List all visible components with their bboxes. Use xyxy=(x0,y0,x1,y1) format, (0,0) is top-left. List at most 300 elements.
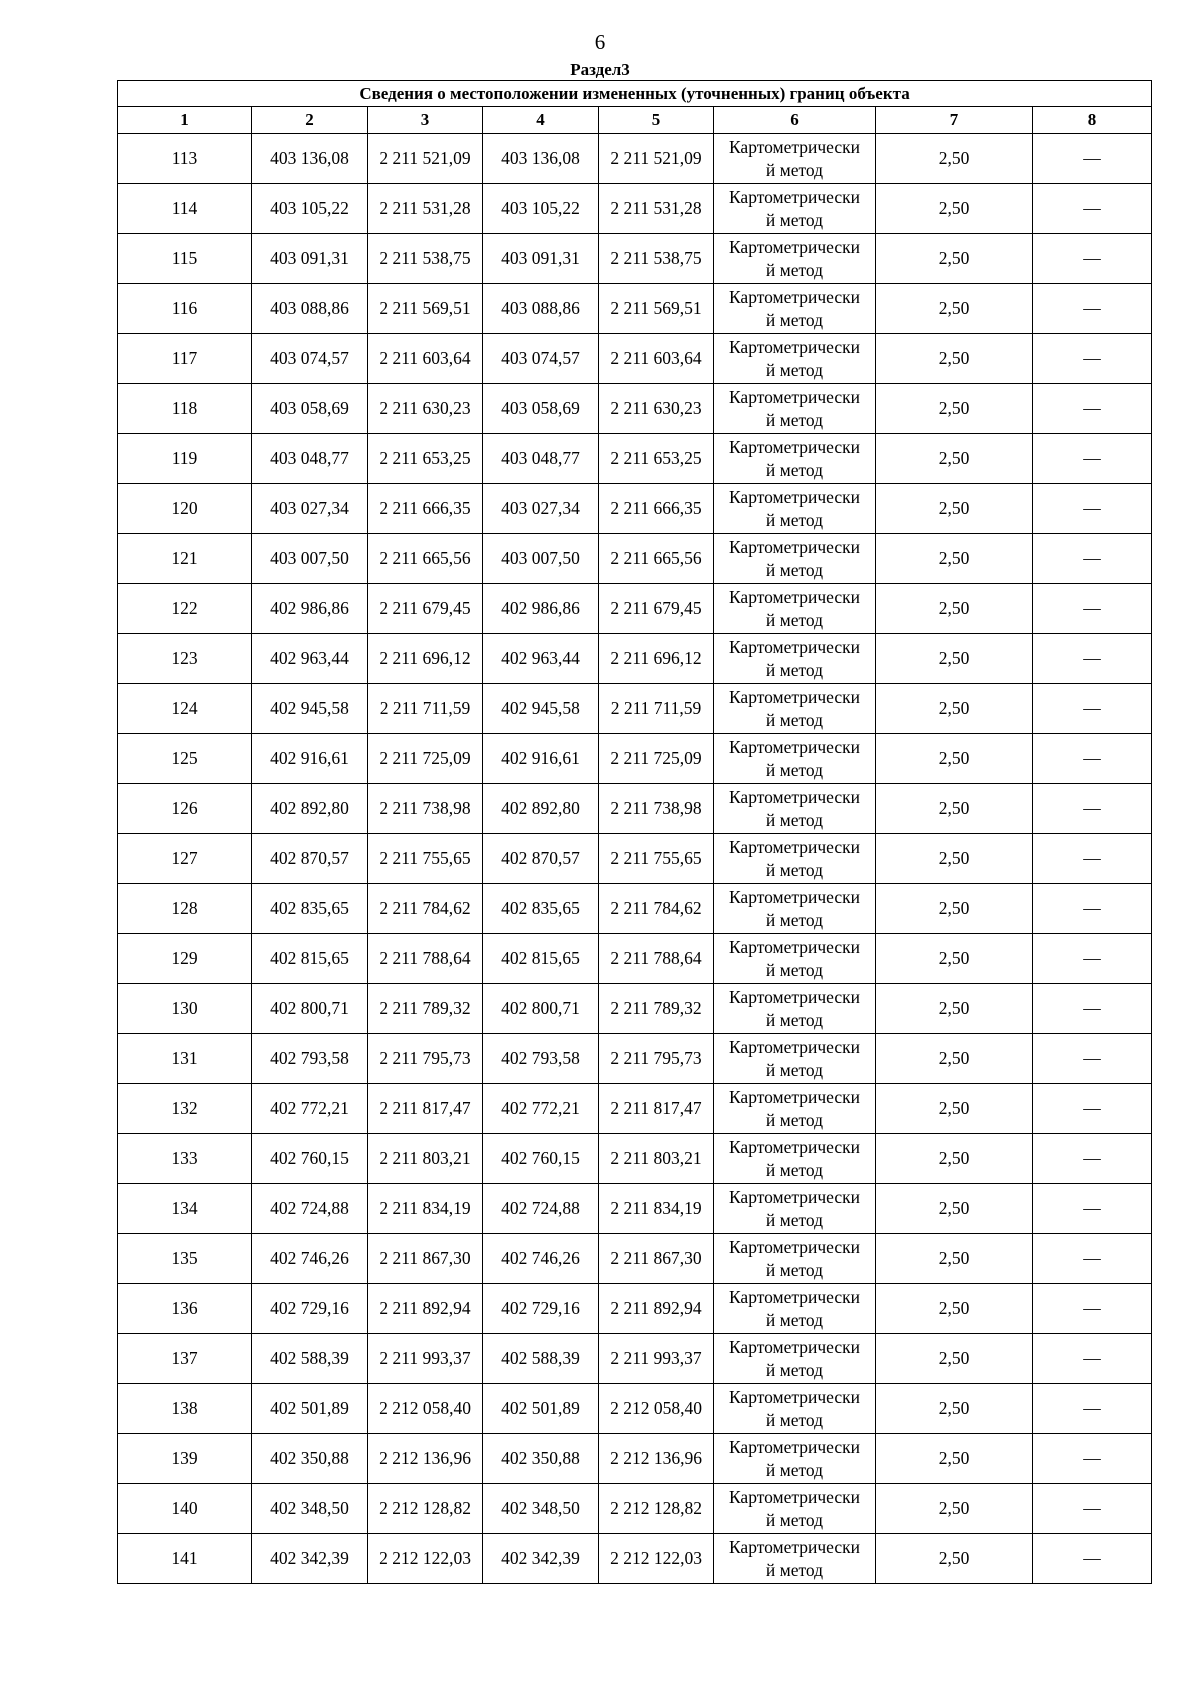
method-text-line: й метод xyxy=(765,1459,824,1480)
method-text-line: Картометрически xyxy=(728,1086,861,1107)
empty-mark: — xyxy=(1083,848,1101,868)
coordinate-x-cell: 403 088,86 xyxy=(483,284,599,334)
coordinate-y-cell: 2 212 122,03 xyxy=(368,1534,483,1584)
precision-cell: 2,50 xyxy=(876,684,1033,734)
column-header: 8 xyxy=(1033,107,1152,134)
coordinate-y-cell: 2 211 738,98 xyxy=(599,784,714,834)
coordinate-y-cell: 2 211 993,37 xyxy=(368,1334,483,1384)
method-text-line: Картометрически xyxy=(728,736,861,757)
method-cell xyxy=(714,834,876,884)
precision-cell: 2,50 xyxy=(876,1434,1033,1484)
description-cell xyxy=(1033,234,1152,284)
coordinate-y-cell: 2 211 521,09 xyxy=(368,134,483,184)
coordinate-y-cell: 2 211 803,21 xyxy=(599,1134,714,1184)
precision-cell: 2,50 xyxy=(876,434,1033,484)
coordinate-y-cell: 2 211 531,28 xyxy=(368,184,483,234)
coordinate-x-cell: 403 105,22 xyxy=(483,184,599,234)
point-number-cell: 133 xyxy=(118,1134,252,1184)
method-cell xyxy=(714,1034,876,1084)
empty-mark: — xyxy=(1083,748,1101,768)
description-cell xyxy=(1033,1034,1152,1084)
table-row xyxy=(118,934,1152,984)
coordinate-x-cell: 402 986,86 xyxy=(252,584,368,634)
table-row xyxy=(118,184,1152,234)
method-cell xyxy=(714,1434,876,1484)
point-number-cell: 137 xyxy=(118,1334,252,1384)
method-text-line: й метод xyxy=(765,459,824,480)
coordinate-y-cell: 2 211 538,75 xyxy=(599,234,714,284)
table-row xyxy=(118,584,1152,634)
method-text-line: й метод xyxy=(765,959,824,980)
point-number-cell: 136 xyxy=(118,1284,252,1334)
method-text-line: й метод xyxy=(765,1559,824,1580)
table-row xyxy=(118,484,1152,534)
method-text-line: й метод xyxy=(765,709,824,730)
coordinate-x-cell: 402 772,21 xyxy=(252,1084,368,1134)
precision-cell: 2,50 xyxy=(876,1484,1033,1534)
point-number-cell: 132 xyxy=(118,1084,252,1134)
empty-mark: — xyxy=(1083,348,1101,368)
description-cell xyxy=(1033,734,1152,784)
method-cell xyxy=(714,584,876,634)
description-cell xyxy=(1033,784,1152,834)
coordinate-y-cell: 2 211 665,56 xyxy=(599,534,714,584)
coordinate-x-cell: 402 815,65 xyxy=(483,934,599,984)
coordinate-x-cell: 402 963,44 xyxy=(252,634,368,684)
description-cell xyxy=(1033,484,1152,534)
table-row xyxy=(118,384,1152,434)
coordinate-x-cell: 402 588,39 xyxy=(483,1334,599,1384)
empty-mark: — xyxy=(1083,448,1101,468)
method-text-line: й метод xyxy=(765,559,824,580)
method-text-line: Картометрически xyxy=(728,1336,861,1357)
coordinate-x-cell: 402 800,71 xyxy=(483,984,599,1034)
coordinate-y-cell: 2 211 789,32 xyxy=(368,984,483,1034)
coordinate-x-cell: 402 729,16 xyxy=(483,1284,599,1334)
point-number-cell: 141 xyxy=(118,1534,252,1584)
coordinate-x-cell: 403 136,08 xyxy=(252,134,368,184)
coordinate-y-cell: 2 211 538,75 xyxy=(368,234,483,284)
description-cell xyxy=(1033,1534,1152,1584)
table-row xyxy=(118,1034,1152,1084)
precision-cell: 2,50 xyxy=(876,1334,1033,1384)
empty-mark: — xyxy=(1083,948,1101,968)
method-text-line: й метод xyxy=(765,859,824,880)
method-cell xyxy=(714,634,876,684)
point-number-cell: 122 xyxy=(118,584,252,634)
precision-cell: 2,50 xyxy=(876,484,1033,534)
point-number-cell: 130 xyxy=(118,984,252,1034)
method-text-line: Картометрически xyxy=(728,1236,861,1257)
coordinate-x-cell: 403 007,50 xyxy=(252,534,368,584)
coordinate-x-cell: 402 870,57 xyxy=(483,834,599,884)
method-cell xyxy=(714,1534,876,1584)
method-text-line: й метод xyxy=(765,1109,824,1130)
empty-mark: — xyxy=(1083,1448,1101,1468)
coordinate-y-cell: 2 212 128,82 xyxy=(368,1484,483,1534)
description-cell xyxy=(1033,1434,1152,1484)
coordinate-x-cell: 402 793,58 xyxy=(483,1034,599,1084)
coordinate-y-cell: 2 211 867,30 xyxy=(599,1234,714,1284)
method-cell xyxy=(714,734,876,784)
precision-cell: 2,50 xyxy=(876,1084,1033,1134)
empty-mark: — xyxy=(1083,698,1101,718)
precision-cell: 2,50 xyxy=(876,334,1033,384)
method-text-line: й метод xyxy=(765,1009,824,1030)
coordinate-x-cell: 402 588,39 xyxy=(252,1334,368,1384)
point-number-cell: 140 xyxy=(118,1484,252,1534)
precision-cell: 2,50 xyxy=(876,184,1033,234)
description-cell xyxy=(1033,834,1152,884)
point-number-cell: 114 xyxy=(118,184,252,234)
coordinate-x-cell: 403 105,22 xyxy=(252,184,368,234)
coordinate-y-cell: 2 211 725,09 xyxy=(599,734,714,784)
coordinate-x-cell: 402 815,65 xyxy=(252,934,368,984)
coordinate-x-cell: 402 945,58 xyxy=(252,684,368,734)
method-cell xyxy=(714,684,876,734)
description-cell xyxy=(1033,584,1152,634)
method-cell xyxy=(714,1484,876,1534)
coordinate-x-cell: 402 342,39 xyxy=(252,1534,368,1584)
method-text-line: Картометрически xyxy=(728,436,861,457)
method-text-line: Картометрически xyxy=(728,586,861,607)
coordinate-x-cell: 402 760,15 xyxy=(252,1134,368,1184)
method-text-line: й метод xyxy=(765,159,824,180)
coordinate-y-cell: 2 211 788,64 xyxy=(368,934,483,984)
precision-cell: 2,50 xyxy=(876,984,1033,1034)
table-row xyxy=(118,984,1152,1034)
description-cell xyxy=(1033,1334,1152,1384)
column-header: 1 xyxy=(118,107,252,134)
precision-cell: 2,50 xyxy=(876,784,1033,834)
table-row xyxy=(118,234,1152,284)
coordinate-y-cell: 2 211 679,45 xyxy=(368,584,483,634)
coordinate-x-cell: 402 963,44 xyxy=(483,634,599,684)
coordinate-y-cell: 2 211 653,25 xyxy=(368,434,483,484)
coordinate-x-cell: 403 088,86 xyxy=(252,284,368,334)
method-text-line: Картометрически xyxy=(728,1486,861,1507)
coordinate-y-cell: 2 211 784,62 xyxy=(368,884,483,934)
coordinate-x-cell: 403 027,34 xyxy=(483,484,599,534)
method-cell xyxy=(714,1234,876,1284)
table-row xyxy=(118,1434,1152,1484)
empty-mark: — xyxy=(1083,1198,1101,1218)
description-cell xyxy=(1033,684,1152,734)
description-cell xyxy=(1033,984,1152,1034)
coordinate-x-cell: 402 835,65 xyxy=(483,884,599,934)
method-cell xyxy=(714,284,876,334)
table-row xyxy=(118,834,1152,884)
section-title: Раздел3 xyxy=(570,60,630,79)
table-row xyxy=(118,684,1152,734)
table-row xyxy=(118,1184,1152,1234)
coordinate-x-cell: 403 058,69 xyxy=(252,384,368,434)
description-cell xyxy=(1033,884,1152,934)
method-cell xyxy=(714,984,876,1034)
precision-cell: 2,50 xyxy=(876,284,1033,334)
table-row xyxy=(118,1534,1152,1584)
empty-mark: — xyxy=(1083,898,1101,918)
table-row xyxy=(118,434,1152,484)
method-text-line: Картометрически xyxy=(728,636,861,657)
coordinate-x-cell: 402 348,50 xyxy=(252,1484,368,1534)
precision-cell: 2,50 xyxy=(876,584,1033,634)
precision-cell: 2,50 xyxy=(876,1034,1033,1084)
description-cell xyxy=(1033,334,1152,384)
empty-mark: — xyxy=(1083,1498,1101,1518)
coordinate-y-cell: 2 212 058,40 xyxy=(368,1384,483,1434)
table-body xyxy=(118,134,1152,1584)
coordinates-table xyxy=(117,80,1152,1584)
method-cell xyxy=(714,534,876,584)
table-row xyxy=(118,284,1152,334)
method-text-line: й метод xyxy=(765,1309,824,1330)
empty-mark: — xyxy=(1083,1248,1101,1268)
method-text-line: й метод xyxy=(765,209,824,230)
method-text-line: Картометрически xyxy=(728,1386,861,1407)
coordinate-y-cell: 2 211 755,65 xyxy=(599,834,714,884)
coordinate-y-cell: 2 211 630,23 xyxy=(599,384,714,434)
coordinate-y-cell: 2 211 788,64 xyxy=(599,934,714,984)
coordinate-x-cell: 403 048,77 xyxy=(483,434,599,484)
method-cell xyxy=(714,334,876,384)
coordinate-x-cell: 402 945,58 xyxy=(483,684,599,734)
coordinate-y-cell: 2 211 653,25 xyxy=(599,434,714,484)
method-text-line: й метод xyxy=(765,659,824,680)
coordinate-x-cell: 403 027,34 xyxy=(252,484,368,534)
column-header-row xyxy=(118,107,1152,134)
table-row xyxy=(118,134,1152,184)
coordinate-x-cell: 402 916,61 xyxy=(483,734,599,784)
empty-mark: — xyxy=(1083,998,1101,1018)
coordinate-x-cell: 403 007,50 xyxy=(483,534,599,584)
coordinate-y-cell: 2 212 136,96 xyxy=(368,1434,483,1484)
point-number-cell: 123 xyxy=(118,634,252,684)
coordinate-y-cell: 2 211 834,19 xyxy=(368,1184,483,1234)
coordinate-x-cell: 402 800,71 xyxy=(252,984,368,1034)
point-number-cell: 135 xyxy=(118,1234,252,1284)
coordinate-x-cell: 402 350,88 xyxy=(252,1434,368,1484)
column-header: 6 xyxy=(714,107,876,134)
method-text-line: й метод xyxy=(765,359,824,380)
column-header: 4 xyxy=(483,107,599,134)
method-text-line: Картометрически xyxy=(728,1186,861,1207)
empty-mark: — xyxy=(1083,598,1101,618)
method-text-line: й метод xyxy=(765,309,824,330)
coordinate-y-cell: 2 211 696,12 xyxy=(599,634,714,684)
method-text-line: й метод xyxy=(765,259,824,280)
coordinate-y-cell: 2 211 993,37 xyxy=(599,1334,714,1384)
method-cell xyxy=(714,884,876,934)
method-cell xyxy=(714,1334,876,1384)
method-text-line: й метод xyxy=(765,1159,824,1180)
coordinate-y-cell: 2 212 122,03 xyxy=(599,1534,714,1584)
coordinate-y-cell: 2 212 136,96 xyxy=(599,1434,714,1484)
description-cell xyxy=(1033,1134,1152,1184)
coordinate-y-cell: 2 211 711,59 xyxy=(599,684,714,734)
coordinate-y-cell: 2 211 795,73 xyxy=(599,1034,714,1084)
precision-cell: 2,50 xyxy=(876,734,1033,784)
coordinate-x-cell: 402 501,89 xyxy=(252,1384,368,1434)
method-cell xyxy=(714,1184,876,1234)
coordinate-x-cell: 402 793,58 xyxy=(252,1034,368,1084)
method-text-line: Картометрически xyxy=(728,986,861,1007)
table-caption: Сведения о местоположении измененных (уточненных) границ объекта xyxy=(118,81,1152,107)
point-number-cell: 118 xyxy=(118,384,252,434)
point-number-cell: 128 xyxy=(118,884,252,934)
point-number-cell: 116 xyxy=(118,284,252,334)
point-number-cell: 119 xyxy=(118,434,252,484)
method-text-line: й метод xyxy=(765,1359,824,1380)
description-cell xyxy=(1033,934,1152,984)
description-cell xyxy=(1033,184,1152,234)
column-header: 5 xyxy=(599,107,714,134)
point-number-cell: 125 xyxy=(118,734,252,784)
point-number-cell: 124 xyxy=(118,684,252,734)
point-number-cell: 129 xyxy=(118,934,252,984)
method-text-line: Картометрически xyxy=(728,936,861,957)
method-text-line: Картометрически xyxy=(728,686,861,707)
method-text-line: Картометрически xyxy=(728,336,861,357)
point-number-cell: 138 xyxy=(118,1384,252,1434)
empty-mark: — xyxy=(1083,648,1101,668)
point-number-cell: 131 xyxy=(118,1034,252,1084)
description-cell xyxy=(1033,434,1152,484)
coordinate-x-cell: 403 136,08 xyxy=(483,134,599,184)
precision-cell: 2,50 xyxy=(876,834,1033,884)
table-row xyxy=(118,734,1152,784)
method-text-line: Картометрически xyxy=(728,386,861,407)
precision-cell: 2,50 xyxy=(876,1384,1033,1434)
method-text-line: Картометрически xyxy=(728,186,861,207)
description-cell xyxy=(1033,1084,1152,1134)
coordinate-y-cell: 2 211 892,94 xyxy=(599,1284,714,1334)
coordinate-y-cell: 2 211 711,59 xyxy=(368,684,483,734)
empty-mark: — xyxy=(1083,548,1101,568)
description-cell xyxy=(1033,1234,1152,1284)
coordinate-x-cell: 402 760,15 xyxy=(483,1134,599,1184)
empty-mark: — xyxy=(1083,798,1101,818)
coordinate-y-cell: 2 211 696,12 xyxy=(368,634,483,684)
coordinate-y-cell: 2 211 755,65 xyxy=(368,834,483,884)
precision-cell: 2,50 xyxy=(876,534,1033,584)
empty-mark: — xyxy=(1083,1398,1101,1418)
coordinate-y-cell: 2 211 784,62 xyxy=(599,884,714,934)
coordinate-y-cell: 2 211 630,23 xyxy=(368,384,483,434)
point-number-cell: 127 xyxy=(118,834,252,884)
coordinate-y-cell: 2 212 128,82 xyxy=(599,1484,714,1534)
empty-mark: — xyxy=(1083,1548,1101,1568)
method-text-line: Картометрически xyxy=(728,486,861,507)
method-text-line: Картометрически xyxy=(728,786,861,807)
description-cell xyxy=(1033,634,1152,684)
precision-cell: 2,50 xyxy=(876,634,1033,684)
coordinate-y-cell: 2 211 679,45 xyxy=(599,584,714,634)
empty-mark: — xyxy=(1083,1298,1101,1318)
method-text-line: й метод xyxy=(765,1059,824,1080)
method-text-line: й метод xyxy=(765,1209,824,1230)
method-text-line: й метод xyxy=(765,759,824,780)
coordinate-y-cell: 2 211 603,64 xyxy=(368,334,483,384)
method-cell xyxy=(714,484,876,534)
coordinate-x-cell: 402 724,88 xyxy=(483,1184,599,1234)
coordinate-x-cell: 402 342,39 xyxy=(483,1534,599,1584)
column-header: 3 xyxy=(368,107,483,134)
point-number-cell: 134 xyxy=(118,1184,252,1234)
empty-mark: — xyxy=(1083,1348,1101,1368)
method-text-line: Картометрически xyxy=(728,886,861,907)
precision-cell: 2,50 xyxy=(876,384,1033,434)
table-row xyxy=(118,1084,1152,1134)
method-cell xyxy=(714,934,876,984)
coordinate-y-cell: 2 211 867,30 xyxy=(368,1234,483,1284)
coordinate-x-cell: 402 724,88 xyxy=(252,1184,368,1234)
coordinate-x-cell: 402 892,80 xyxy=(483,784,599,834)
coordinate-y-cell: 2 211 725,09 xyxy=(368,734,483,784)
coordinate-x-cell: 402 916,61 xyxy=(252,734,368,784)
point-number-cell: 121 xyxy=(118,534,252,584)
point-number-cell: 120 xyxy=(118,484,252,534)
empty-mark: — xyxy=(1083,248,1101,268)
method-text-line: Картометрически xyxy=(728,1436,861,1457)
coordinate-x-cell: 402 892,80 xyxy=(252,784,368,834)
table-row xyxy=(118,534,1152,584)
coordinate-x-cell: 402 986,86 xyxy=(483,584,599,634)
coordinate-y-cell: 2 211 569,51 xyxy=(599,284,714,334)
method-cell xyxy=(714,784,876,834)
precision-cell: 2,50 xyxy=(876,1184,1033,1234)
empty-mark: — xyxy=(1083,1048,1101,1068)
coordinate-y-cell: 2 211 803,21 xyxy=(368,1134,483,1184)
table-row xyxy=(118,1284,1152,1334)
method-cell xyxy=(714,1284,876,1334)
point-number-cell: 117 xyxy=(118,334,252,384)
method-cell xyxy=(714,1084,876,1134)
empty-mark: — xyxy=(1083,298,1101,318)
coordinate-x-cell: 403 091,31 xyxy=(252,234,368,284)
table-row xyxy=(118,1234,1152,1284)
empty-mark: — xyxy=(1083,1148,1101,1168)
coordinate-y-cell: 2 211 531,28 xyxy=(599,184,714,234)
description-cell xyxy=(1033,1484,1152,1534)
empty-mark: — xyxy=(1083,1098,1101,1118)
coordinate-y-cell: 2 211 817,47 xyxy=(368,1084,483,1134)
point-number-cell: 113 xyxy=(118,134,252,184)
empty-mark: — xyxy=(1083,398,1101,418)
coordinate-x-cell: 402 348,50 xyxy=(483,1484,599,1534)
coordinate-y-cell: 2 211 789,32 xyxy=(599,984,714,1034)
precision-cell: 2,50 xyxy=(876,884,1033,934)
table-row xyxy=(118,334,1152,384)
method-text-line: Картометрически xyxy=(728,1136,861,1157)
method-text-line: Картометрически xyxy=(728,1286,861,1307)
description-cell xyxy=(1033,534,1152,584)
table-row xyxy=(118,1334,1152,1384)
coordinate-y-cell: 2 212 058,40 xyxy=(599,1384,714,1434)
coordinate-x-cell: 403 048,77 xyxy=(252,434,368,484)
coordinate-y-cell: 2 211 666,35 xyxy=(368,484,483,534)
page-number: 6 xyxy=(594,30,606,54)
coordinate-x-cell: 402 350,88 xyxy=(483,1434,599,1484)
empty-mark: — xyxy=(1083,198,1101,218)
method-cell xyxy=(714,1134,876,1184)
description-cell xyxy=(1033,134,1152,184)
coordinate-y-cell: 2 211 892,94 xyxy=(368,1284,483,1334)
precision-cell: 2,50 xyxy=(876,1534,1033,1584)
table-row xyxy=(118,884,1152,934)
coordinate-x-cell: 402 772,21 xyxy=(483,1084,599,1134)
description-cell xyxy=(1033,1284,1152,1334)
